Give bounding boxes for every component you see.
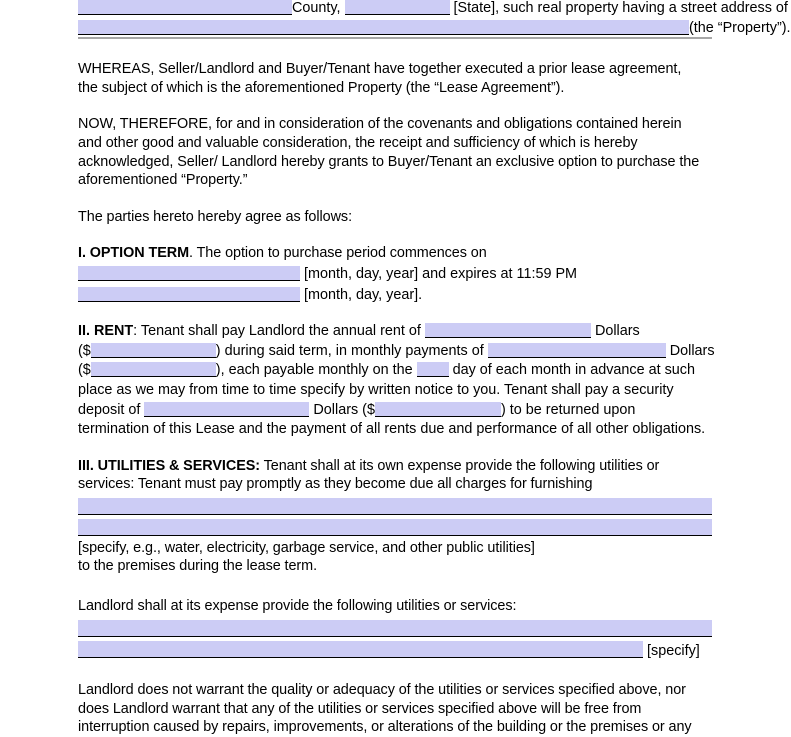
due-day-field[interactable] — [417, 362, 449, 377]
property-tag: (the “Property”). — [689, 19, 791, 36]
spacer — [78, 304, 712, 322]
landlord-utilities-blank-1[interactable] — [78, 620, 712, 637]
utilities-heading: III. UTILITIES & SERVICES: — [78, 457, 261, 474]
rent-line-3-text: ), each payable monthly on the — [215, 362, 413, 379]
now-therefore-paragraph — [78, 115, 712, 189]
rent-heading: II. RENT — [78, 323, 134, 340]
utilities-specify-note — [78, 539, 712, 576]
property-clause-line2 — [78, 19, 791, 38]
property-clause-line1 — [78, 0, 788, 18]
rent-line-3-open: ($ — [78, 362, 91, 379]
landlord-utilities-blank-2-row — [78, 641, 712, 661]
street-address-field[interactable] — [78, 20, 689, 35]
whereas-line-1: WHEREAS, Seller/Landlord and Buyer/Tenant have together executed a prior lease agreement, — [78, 61, 682, 78]
spacer — [78, 660, 712, 681]
rent-line-3 — [78, 361, 712, 380]
warranty-line-1: Landlord does not warrant the quality or adequacy of the utilities or services specified above, nor — [78, 682, 686, 699]
now-therefore-line-1: NOW, THEREFORE, for and in consideration of the covenants and obligations contained herein — [78, 116, 682, 133]
utilities-line-2: services: Tenant must pay promptly as they become due all charges for furnishing — [78, 476, 593, 493]
warranty-paragraph — [78, 681, 712, 737]
rent-line-2-dollars: Dollars — [669, 342, 715, 359]
utilities-premises-text: to the premises during the lease term. — [78, 558, 318, 575]
rent-line-5-open: deposit of — [78, 401, 141, 418]
spacer — [78, 190, 712, 208]
option-term-heading-rest: . The option to purchase period commences on — [189, 245, 487, 262]
option-term-date2-row — [78, 286, 712, 305]
rent-line-1-text: : Tenant shall pay Landlord the annual rent of — [133, 323, 421, 340]
utilities-paragraph — [78, 457, 712, 494]
utilities-specify-text: [specify, e.g., water, electricity, garbage service, and other public utilities] — [78, 539, 535, 556]
rent-line-3-tail: day of each month in advance at such — [452, 362, 695, 379]
annual-rent-amount-field[interactable] — [91, 343, 216, 358]
county-field[interactable] — [78, 0, 292, 15]
rent-line-4: place as we may from time to time specify by written notice to you. Tenant shall pay a security — [78, 381, 674, 398]
utilities-line-1-rest: Tenant shall at its own expense provide the following utilities or — [260, 457, 660, 474]
tenant-utilities-blank-2[interactable] — [78, 519, 712, 536]
option-start-date-field[interactable] — [78, 266, 300, 281]
monthly-payment-amount-field[interactable] — [91, 362, 216, 377]
county-label: County, — [292, 0, 341, 16]
warranty-line-2: does Landlord warrant that any of the utilities or services specified above will be free from — [78, 700, 642, 717]
option-end-date-field[interactable] — [78, 287, 300, 302]
now-therefore-line-4: aforementioned “Property.” — [78, 172, 248, 189]
landlord-utilities-blank-2[interactable] — [78, 641, 643, 658]
now-therefore-line-2: and other good and valuable consideration, the receipt and sufficiency of which is hereby — [78, 134, 638, 151]
rent-line-2 — [78, 342, 715, 361]
warranty-line-3: interruption caused by repairs, improvements, or alterations of the building or the premises or any — [78, 719, 692, 736]
rent-line-1-dollars: Dollars — [594, 323, 640, 340]
security-deposit-words-field[interactable] — [144, 402, 309, 417]
option-term-heading: I. OPTION TERM — [78, 245, 190, 262]
spacer — [78, 39, 712, 60]
spacer — [78, 439, 712, 457]
state-label: [State], such real property having a street address of — [453, 0, 788, 16]
document-body — [78, 0, 791, 737]
rent-line-2-text: ) during said term, in monthly payments of — [215, 342, 484, 359]
tenant-utilities-blank-1[interactable] — [78, 498, 712, 515]
option-start-date-tag: [month, day, year] and expires at 11:59 PM — [304, 265, 578, 282]
option-term-heading-line — [78, 244, 712, 263]
landlord-specify-tag: [specify] — [647, 642, 700, 659]
rent-line-1 — [78, 322, 712, 341]
now-therefore-line-3: acknowledged, Seller/ Landlord hereby grants to Buyer/Tenant an exclusive option to purchase the — [78, 153, 700, 170]
whereas-line-2: the subject of which is the aforementioned Property (the “Lease Agreement”). — [78, 79, 565, 96]
spacer — [78, 97, 712, 115]
security-deposit-amount-field[interactable] — [375, 402, 501, 417]
landlord-utilities-intro: Landlord shall at its expense provide the following utilities or services: — [78, 598, 517, 615]
spacer — [78, 226, 712, 244]
monthly-payment-words-field[interactable] — [488, 343, 666, 358]
property-rule — [78, 37, 712, 39]
whereas-paragraph — [78, 60, 712, 97]
rent-line-2-open: ($ — [78, 342, 91, 359]
rent-line-5-tail: ) to be returned upon — [500, 401, 636, 418]
agree-intro: The parties hereto hereby agree as follows: — [78, 208, 353, 225]
spacer — [78, 576, 712, 597]
rent-line-5-text: Dollars ($ — [313, 401, 375, 418]
annual-rent-words-field[interactable] — [425, 323, 591, 338]
option-end-date-tag: [month, day, year]. — [304, 286, 423, 303]
rent-line-6: termination of this Lease and the payment of all rents due and performance of all other obligations. — [78, 421, 706, 438]
state-field[interactable] — [345, 0, 450, 15]
option-term-date1-row — [78, 265, 712, 284]
rent-line-5 — [78, 401, 712, 420]
